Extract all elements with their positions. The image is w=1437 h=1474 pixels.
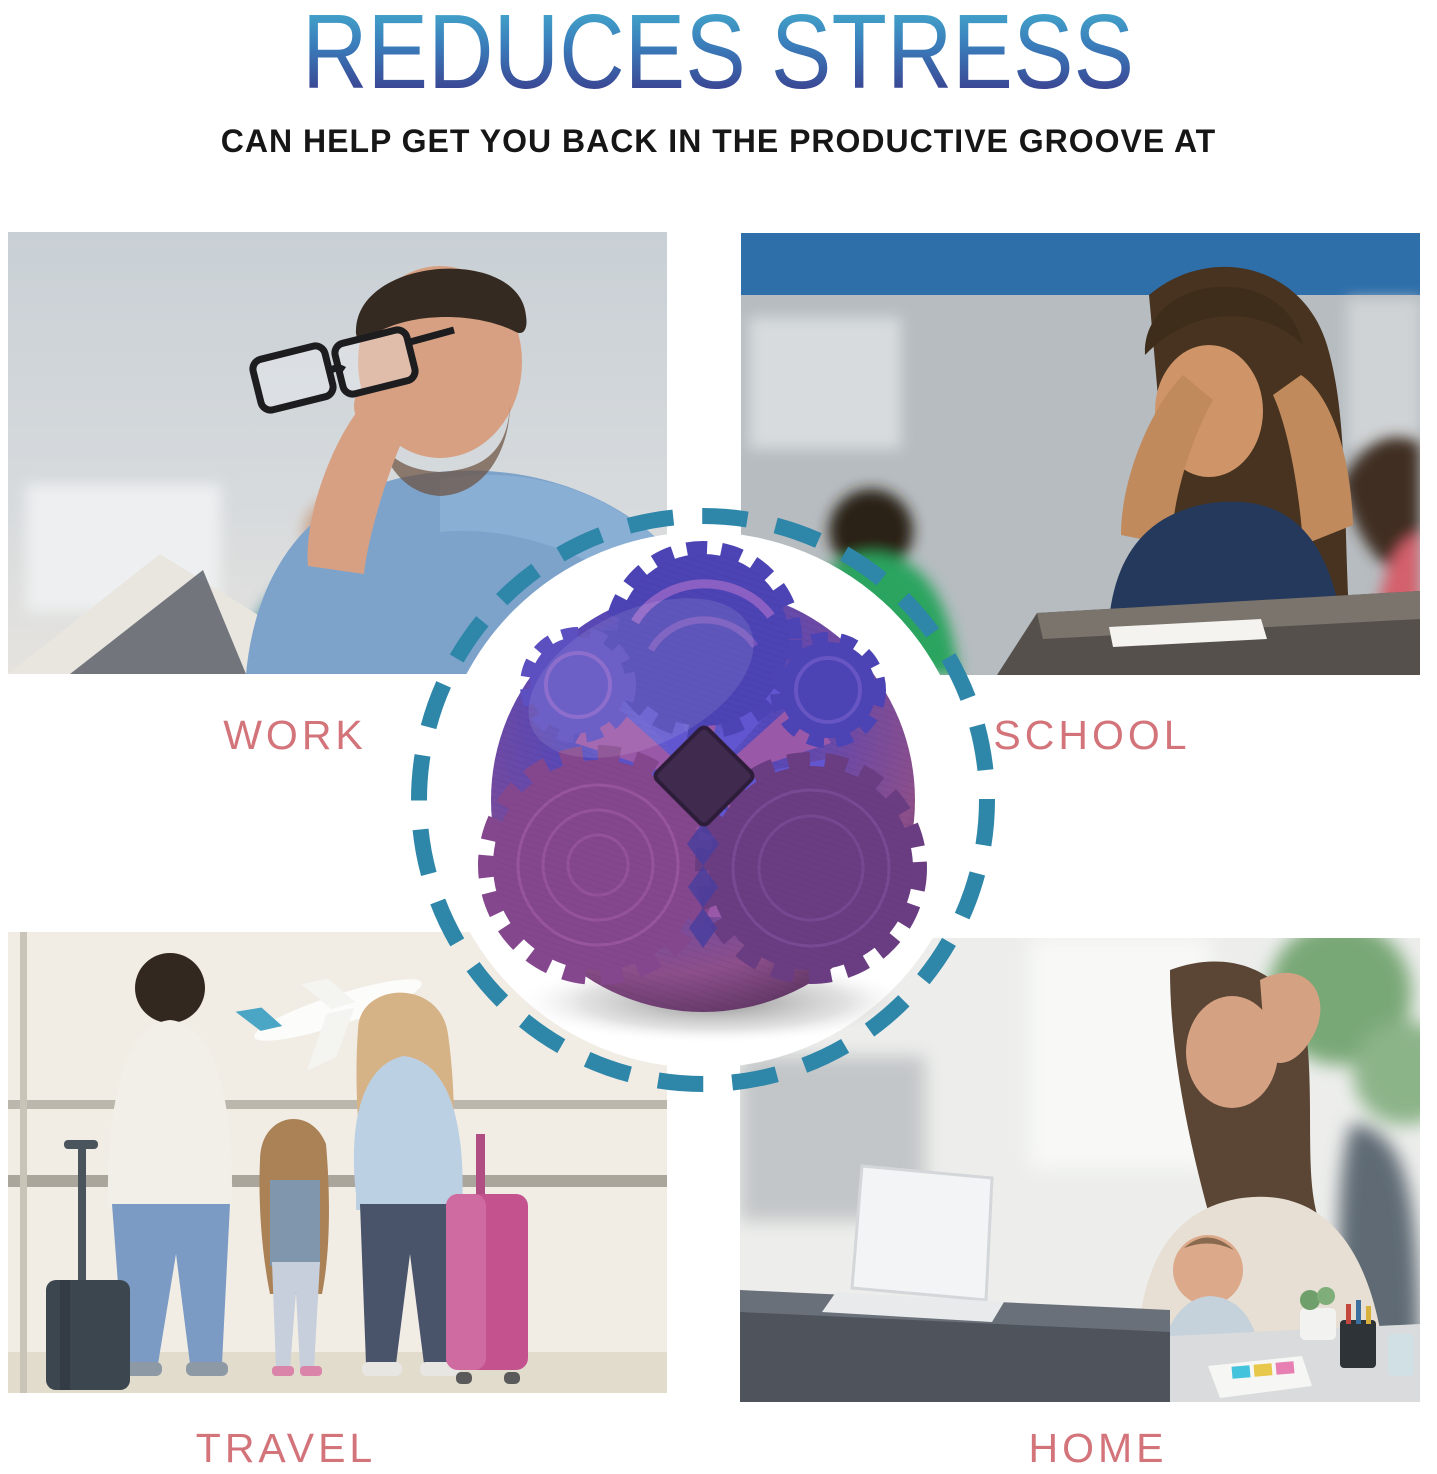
travel-label: TRAVEL bbox=[195, 1425, 377, 1471]
window-rail bbox=[8, 1100, 667, 1109]
classroom-wall-stripe bbox=[741, 233, 1420, 295]
product-badge bbox=[403, 500, 1003, 1100]
gear-ball-icon bbox=[403, 500, 1003, 1100]
subtitle: CAN HELP GET YOU BACK IN THE PRODUCTIVE GROOVE AT bbox=[220, 123, 1217, 159]
work-label: WORK bbox=[223, 712, 367, 758]
window-rail bbox=[8, 1175, 667, 1187]
school-label: SCHOOL bbox=[993, 712, 1191, 758]
water-glass bbox=[1388, 1334, 1414, 1376]
pen-cup bbox=[1340, 1320, 1376, 1368]
page-title bbox=[0, 0, 1437, 112]
whiteboard bbox=[749, 317, 901, 449]
home-label: HOME bbox=[1028, 1425, 1168, 1471]
seam-teeth bbox=[687, 822, 719, 948]
title-text: REDUCES STRESS bbox=[302, 0, 1134, 111]
